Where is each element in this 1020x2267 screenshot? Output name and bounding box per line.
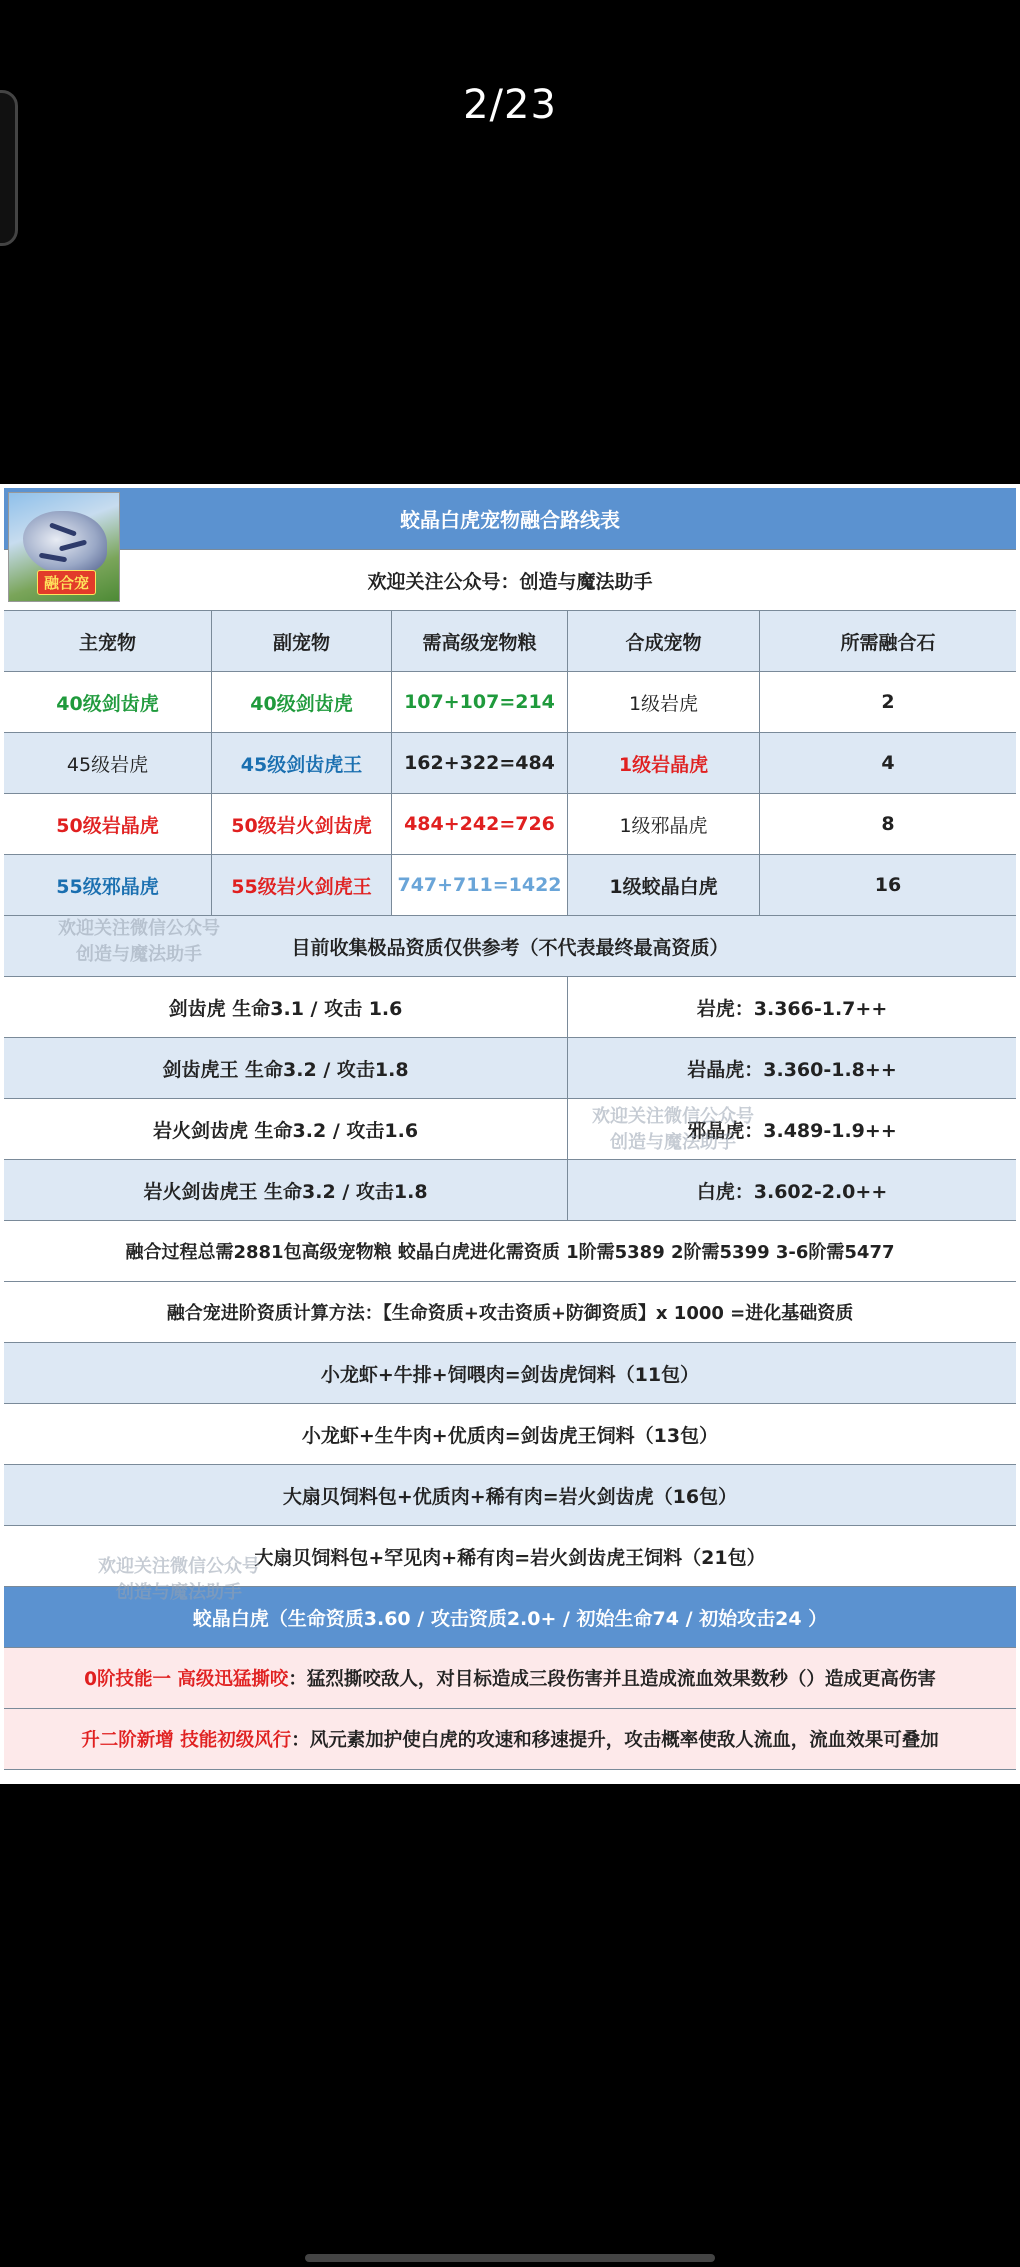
quality-right: 岩晶虎：3.360-1.8++ xyxy=(687,1058,897,1081)
quality-row xyxy=(4,977,1016,1038)
result-pet-cell: 1级岩晶虎 xyxy=(568,733,760,793)
quality-note-row xyxy=(4,916,1016,977)
skill-row xyxy=(4,1709,1016,1770)
skill-one xyxy=(4,1648,1016,1708)
watermark: 欢迎关注微信公众号 创造与魔法助手 xyxy=(58,918,220,965)
logo-caption: 融合宠 xyxy=(37,570,96,595)
quality-note: 目前收集极品资质仅供参考（不代表最终最高资质） xyxy=(291,936,729,959)
food-cell: 162+322=484 xyxy=(392,733,568,793)
recipe-row xyxy=(4,1343,1016,1404)
final-pet-row xyxy=(4,1587,1016,1648)
result-pet-cell: 1级岩虎 xyxy=(568,672,760,732)
recipe-text: 小龙虾+牛排+饲喂肉=剑齿虎饲料（11包） xyxy=(320,1363,700,1386)
recipe-text: 小龙虾+生牛肉+优质肉=剑齿虎王饲料（13包） xyxy=(301,1424,719,1447)
welcome-row xyxy=(4,550,1016,611)
quality-right: 邪晶虎：3.489-1.9++ xyxy=(687,1119,897,1142)
watermark: 欢迎关注微信公众号 创造与魔法助手 xyxy=(98,1556,260,1603)
quality-row xyxy=(4,1038,1016,1099)
tiger-icon xyxy=(23,511,107,575)
skill-two-label: 升二阶新增 技能初级风行 xyxy=(81,1730,292,1751)
recipe-row xyxy=(4,1465,1016,1526)
header-result-pet: 合成宠物 xyxy=(568,611,760,671)
result-pet-cell: 1级邪晶虎 xyxy=(568,794,760,854)
quality-row xyxy=(4,1099,1016,1160)
total-text: 融合过程总需2881包高级宠物粮 蛟晶白虎进化需资质 1阶需5389 2阶需5399 3-6阶需5477 xyxy=(125,1242,895,1263)
stones-cell: 16 xyxy=(874,874,902,896)
table-row xyxy=(4,794,1016,855)
stones-cell: 8 xyxy=(881,813,895,835)
fusion-table xyxy=(4,488,1016,1780)
food-cell: 484+242=726 xyxy=(392,794,568,854)
main-pet-cell: 50级岩晶虎 xyxy=(4,794,212,854)
welcome-text: 欢迎关注公众号：创造与魔法助手 xyxy=(367,570,653,593)
sub-pet-cell: 50级岩火剑齿虎 xyxy=(212,794,392,854)
skill-row xyxy=(4,1648,1016,1709)
home-indicator[interactable] xyxy=(305,2254,715,2262)
fusion-route-sheet xyxy=(0,484,1020,1784)
watermark: 欢迎关注微信公众号 创造与魔法助手 xyxy=(592,1106,754,1153)
food-cell: 747+711=1422 xyxy=(392,855,568,915)
skill-one-text: ：猛烈撕咬敌人，对目标造成三段伤害并且造成流血效果数秒（）造成更高伤害 xyxy=(288,1669,936,1690)
header-sub-pet: 副宠物 xyxy=(212,611,392,671)
quality-right: 白虎：3.602-2.0++ xyxy=(696,1180,888,1203)
sub-pet-cell: 45级剑齿虎王 xyxy=(212,733,392,793)
quality-right: 岩虎：3.366-1.7++ xyxy=(696,997,888,1020)
skill-one-label: 0阶技能一 高级迅猛撕咬 xyxy=(84,1669,289,1690)
header-stones: 所需融合石 xyxy=(840,631,936,654)
stones-cell: 4 xyxy=(881,752,895,774)
tiger-logo-image xyxy=(8,492,120,602)
table-row xyxy=(4,855,1016,916)
header-food: 需高级宠物粮 xyxy=(392,611,568,671)
quality-left: 剑齿虎王 生命3.2 / 攻击1.8 xyxy=(4,1038,568,1098)
result-pet-cell: 1级蛟晶白虎 xyxy=(568,855,760,915)
header-main-pet: 主宠物 xyxy=(4,611,212,671)
quality-left: 岩火剑齿虎王 生命3.2 / 攻击1.8 xyxy=(4,1160,568,1220)
main-pet-cell: 40级剑齿虎 xyxy=(4,672,212,732)
formula-row xyxy=(4,1282,1016,1343)
recipe-text: 大扇贝饲料包+优质肉+稀有肉=岩火剑齿虎（16包） xyxy=(282,1485,738,1508)
formula-text: 融合宠进阶资质计算方法：【生命资质+攻击资质+防御资质】x 1000 =进化基础资质 xyxy=(166,1303,854,1324)
table-title-row xyxy=(4,488,1016,550)
header-row xyxy=(4,611,1016,672)
main-pet-cell: 55级邪晶虎 xyxy=(4,855,212,915)
main-pet-cell: 45级岩虎 xyxy=(4,733,212,793)
stones-cell: 2 xyxy=(881,691,895,713)
final-pet-text: 蛟晶白虎（生命资质3.60 / 攻击资质2.0+ / 初始生命74 / 初始攻击24 ） xyxy=(192,1607,828,1630)
table-title: 蛟晶白虎宠物融合路线表 xyxy=(400,508,620,532)
table-row xyxy=(4,672,1016,733)
recipe-text: 大扇贝饲料包+罕见肉+稀有肉=岩火剑齿虎王饲料（21包） xyxy=(254,1546,766,1569)
sub-pet-cell: 55级岩火剑虎王 xyxy=(212,855,392,915)
quality-left: 剑齿虎 生命3.1 / 攻击 1.6 xyxy=(4,977,568,1037)
quality-left: 岩火剑齿虎 生命3.2 / 攻击1.6 xyxy=(4,1099,568,1159)
skill-two-text: ：风元素加护使白虎的攻速和移速提升，攻击概率使敌人流血，流血效果可叠加 xyxy=(291,1730,939,1751)
food-cell: 107+107=214 xyxy=(392,672,568,732)
quality-row xyxy=(4,1160,1016,1221)
sub-pet-cell: 40级剑齿虎 xyxy=(212,672,392,732)
recipe-row xyxy=(4,1404,1016,1465)
skill-two xyxy=(4,1709,1016,1769)
total-row xyxy=(4,1221,1016,1282)
page-counter: 2/23 xyxy=(463,82,557,128)
table-row xyxy=(4,733,1016,794)
recipe-row xyxy=(4,1526,1016,1587)
